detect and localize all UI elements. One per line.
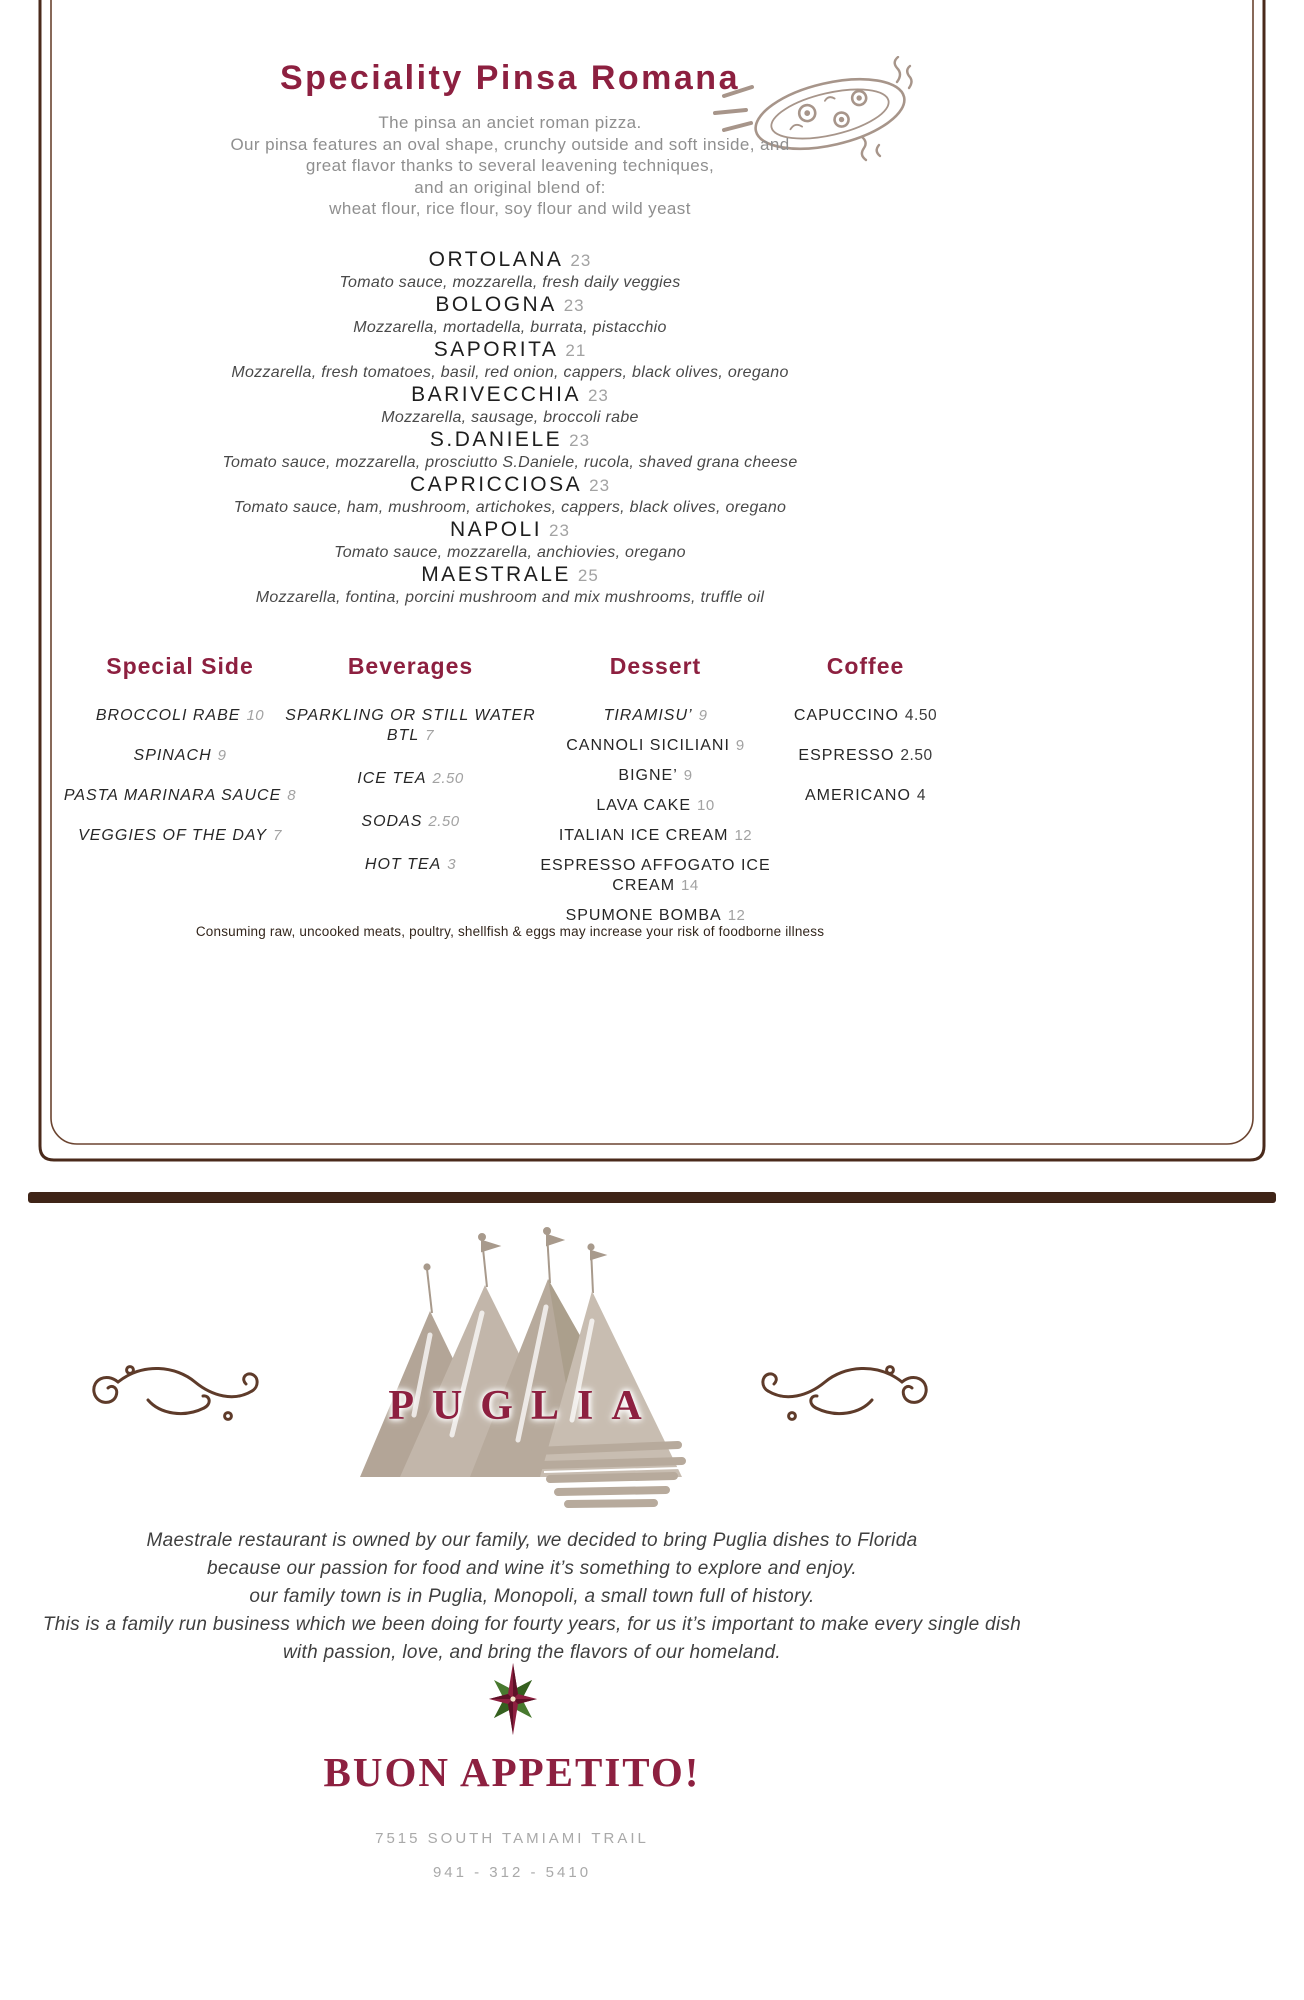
menu-item-name: VEGGIES OF THE DAY	[78, 827, 268, 844]
menu-item-price: 23	[570, 251, 592, 270]
menu-item-name: ESPRESSO	[798, 747, 895, 764]
menu-item	[283, 706, 538, 746]
menu-item-header	[0, 382, 1020, 408]
section-heading: Coffee	[826, 653, 905, 679]
menu-item	[0, 247, 1020, 292]
about-line: our family town is in Puglia, Monopoli, a small town full of history.	[249, 1586, 815, 1607]
menu-item-price: 12	[727, 907, 746, 924]
menu-item	[0, 517, 1020, 562]
menu-item	[528, 706, 783, 726]
menu-item-price: 23	[569, 431, 591, 450]
menu-item	[0, 292, 1020, 337]
menu-item	[55, 746, 305, 766]
menu-item-header	[0, 472, 1020, 498]
page-title: Speciality Pinsa Romana	[280, 59, 740, 97]
menu-item-name: TIRAMISU’	[603, 707, 693, 724]
about-line: This is a family run business which we been doing for fourty years, for us it’s important to make every single dish	[42, 1614, 1022, 1635]
menu-item	[788, 706, 943, 726]
menu-item-name: S.DANIELE	[429, 428, 563, 451]
section-beverages	[283, 652, 538, 898]
menu-item-name: PASTA MARINARA SAUCE	[63, 787, 282, 804]
section-item-list	[55, 706, 305, 846]
menu-item	[528, 736, 783, 756]
closing-message: BUON APPETITO!	[323, 1749, 701, 1795]
menu-item	[528, 826, 783, 846]
menu-item-description: Tomato sauce, mozzarella, fresh daily veggies	[339, 274, 681, 291]
menu-item-name: ESPRESSO AFFOGATO ICE CREAM	[540, 857, 771, 894]
menu-item	[0, 562, 1020, 607]
menu-item	[283, 769, 538, 789]
menu-item-header	[0, 562, 1020, 588]
menu-item-name: SPARKLING OR STILL WATER BTL	[285, 707, 536, 744]
intro-text	[0, 112, 1020, 220]
menu-item-price: 2.50	[428, 813, 460, 830]
menu-item-price: 10	[246, 707, 265, 724]
menu-item-price: 23	[549, 521, 570, 540]
section-item-list	[528, 706, 783, 926]
menu-item	[55, 826, 305, 846]
menu-item-description: Mozzarella, sausage, broccoli rabe	[381, 409, 639, 426]
menu-item	[0, 427, 1020, 472]
menu-item-price: 4	[916, 787, 927, 804]
pinsa-menu-list	[0, 247, 1020, 607]
menu-item	[788, 786, 943, 806]
foodborne-disclaimer: Consuming raw, uncooked meats, poultry, shellfish & eggs may increase your risk of foodborne illness	[195, 924, 825, 939]
menu-item-price: 21	[565, 341, 587, 360]
menu-item-description: Mozzarella, mortadella, burrata, pistacchio	[353, 319, 667, 336]
section-dessert	[528, 652, 783, 936]
section-heading: Beverages	[347, 653, 474, 679]
menu-item-header	[0, 517, 1020, 543]
menu-item	[788, 746, 943, 766]
phone-number: 941 - 312 - 5410	[432, 1864, 592, 1881]
menu-item-price: 12	[734, 827, 753, 844]
menu-item-name: CANNOLI SICILIANI	[566, 737, 730, 754]
menu-item	[55, 786, 305, 806]
menu-item	[0, 472, 1020, 517]
street-address: 7515 SOUTH TAMIAMI TRAIL	[375, 1830, 649, 1847]
menu-item-name: BARIVECCHIA	[411, 383, 581, 406]
menu-item-name: SAPORITA	[433, 338, 559, 361]
menu-item-price: 9	[698, 707, 708, 724]
menu-item-name: LAVA CAKE	[596, 797, 691, 814]
menu-item-price: 2.50	[432, 770, 464, 787]
menu-item	[528, 906, 783, 926]
intro-line: The pinsa an anciet roman pizza.	[378, 113, 642, 132]
intro-line: Our pinsa features an oval shape, crunchy outside and soft inside, and	[230, 134, 790, 154]
menu-item-description: Tomato sauce, mozzarella, anchiovies, oregano	[334, 544, 686, 561]
menu-item-price: 10	[696, 797, 715, 814]
menu-item	[283, 855, 538, 875]
menu-item-price: 2.50	[900, 747, 933, 764]
menu-item	[55, 706, 305, 726]
menu-item-name: BOLOGNA	[435, 293, 557, 316]
menu-item-price: 23	[563, 296, 585, 315]
menu-item-name: ORTOLANA	[428, 248, 564, 271]
menu-item-description: Mozzarella, fontina, porcini mushroom and mix mushrooms, truffle oil	[255, 589, 765, 606]
intro-line: great flavor thanks to several leavening techniques,	[305, 156, 715, 175]
menu-item-price: 9	[683, 767, 693, 784]
menu-item-price: 25	[577, 566, 599, 585]
section-item-list	[788, 706, 943, 806]
intro-line: and an original blend of:	[414, 177, 606, 197]
section-heading: Dessert	[609, 653, 702, 679]
brand-name: PUGLIA	[388, 1383, 660, 1429]
menu-item	[283, 812, 538, 832]
menu-item-price: 23	[587, 386, 609, 405]
mountain-logo	[330, 1225, 730, 1515]
menu-item-price: 3	[447, 856, 457, 873]
intro-line: wheat flour, rice flour, soy flour and wild yeast	[329, 199, 691, 218]
menu-item-name: SPINACH	[133, 747, 212, 764]
menu-item-header	[0, 337, 1020, 363]
menu-item-price: 9	[217, 747, 227, 764]
menu-item-name: HOT TEA	[364, 856, 442, 873]
menu-item-name: CAPUCCINO	[793, 707, 899, 724]
about-line: Maestrale restaurant is owned by our family, we decided to bring Puglia dishes to Florida	[146, 1530, 918, 1551]
about-line: because our passion for food and wine it’s something to explore and enjoy.	[207, 1558, 857, 1579]
compass-star-icon	[474, 1660, 552, 1738]
menu-item-price: 4.50	[904, 707, 938, 724]
section-special-side	[55, 652, 305, 866]
menu-item-description: Tomato sauce, mozzarella, prosciutto S.Daniele, rucola, shaved grana cheese	[222, 454, 798, 471]
menu-item-name: ITALIAN ICE CREAM	[558, 827, 729, 844]
menu-item	[528, 796, 783, 816]
menu-item-description: Tomato sauce, ham, mushroom, artichokes, cappers, black olives, oregano	[233, 499, 787, 516]
menu-item-name: BROCCOLI RABE	[95, 707, 241, 724]
menu-item-price: 9	[735, 737, 745, 754]
menu-item	[0, 382, 1020, 427]
about-paragraph	[0, 1527, 1064, 1667]
menu-item-description: Mozzarella, fresh tomatoes, basil, red onion, cappers, black olives, oregano	[231, 364, 789, 381]
menu-item-name: BIGNE’	[618, 767, 678, 784]
section-heading: Special Side	[106, 653, 254, 679]
menu-item-name: AMERICANO	[804, 787, 911, 804]
menu-item-price: 7	[425, 727, 435, 744]
menu-item-name: ICE TEA	[357, 770, 427, 787]
menu-item-name: MAESTRALE	[421, 563, 571, 586]
menu-item-price: 7	[273, 827, 282, 844]
menu-item-price: 14	[681, 877, 699, 894]
menu-item	[0, 337, 1020, 382]
about-line: with passion, love, and bring the flavors of our homeland.	[283, 1642, 781, 1663]
menu-item-name: SODAS	[361, 813, 423, 830]
section-coffee	[788, 652, 943, 826]
menu-item-header	[0, 292, 1020, 318]
menu-item-header	[0, 247, 1020, 273]
menu-item	[528, 856, 783, 896]
menu-item-price: 8	[287, 787, 297, 804]
section-item-list	[283, 706, 538, 875]
menu-item-price: 23	[589, 476, 611, 495]
menu-item-name: SPUMONE BOMBA	[565, 907, 722, 924]
menu-item-name: NAPOLI	[450, 518, 543, 541]
menu-item	[528, 766, 783, 786]
menu-item-name: CAPRICCIOSA	[409, 473, 583, 496]
menu-item-header	[0, 427, 1020, 453]
